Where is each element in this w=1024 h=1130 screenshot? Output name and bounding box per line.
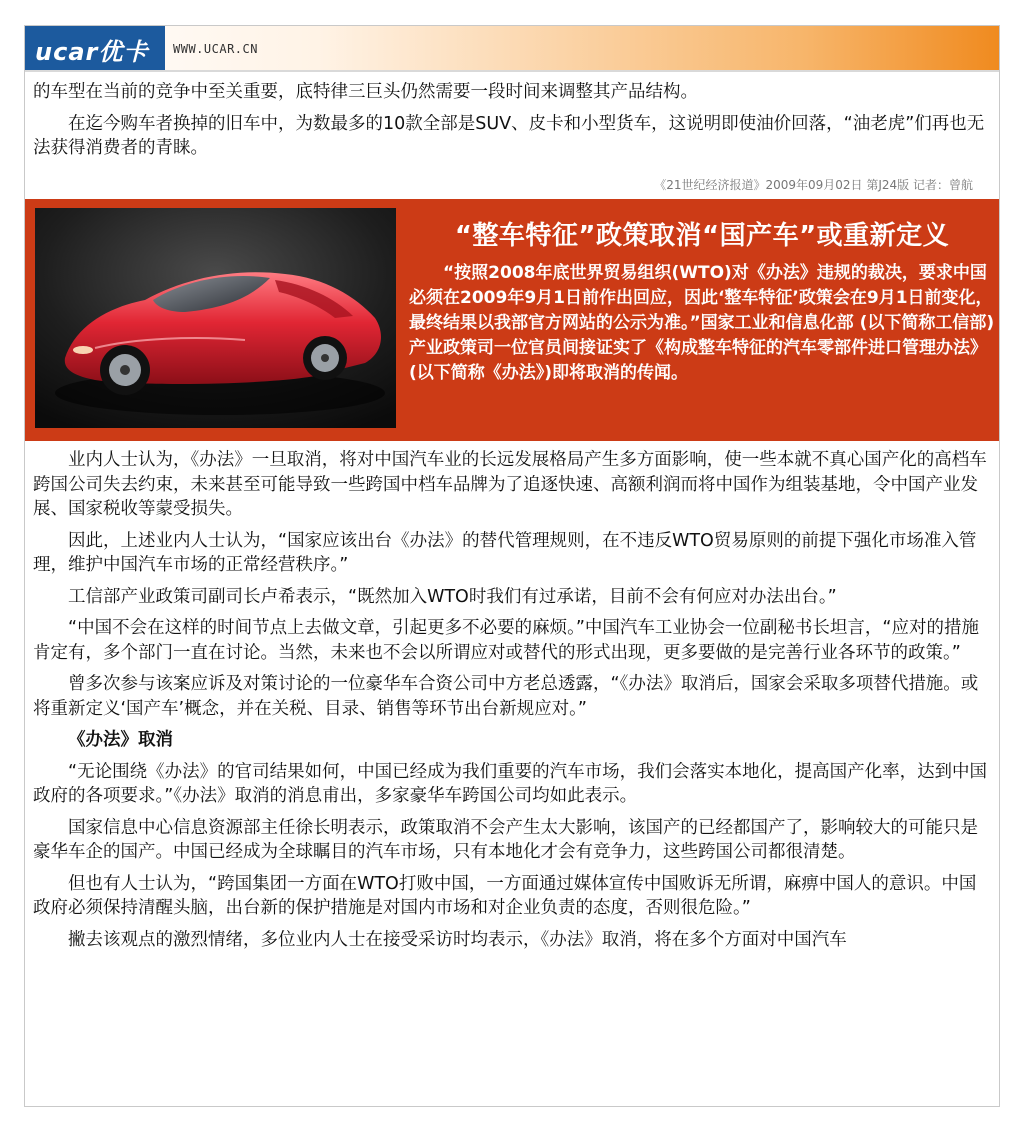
intro-paragraph-1: 的车型在当前的竞争中至关重要，底特律三巨头仍然需要一段时间来调整其产品结构。 <box>33 82 698 102</box>
site-header <box>25 26 1000 70</box>
paragraph-9: 撇去该观点的激烈情绪，多位业内人士在接受采访时均表示，《办法》取消，将在多个方面对中国汽车 <box>68 929 847 950</box>
ucar-logo[interactable] <box>25 26 165 70</box>
feature-text: “按照2008年底世界贸易组织(WTO)对《办法》违规的裁决，要求中国必须在2009年9月1日前作出回应，因此‘整车特征’政策会在9月1日前变化，最终结果以我部官方网站的公示为准。”国家工业和信息化部 (以下简称工信部)产业政策司一位官员间接证实了《构成整车特征的汽车零部件进口管理办法》(以下简称《办法》)即将取消的传闻。 <box>409 263 995 383</box>
header-divider <box>25 70 1000 72</box>
paragraph-6: “无论围绕《办法》的官司结果如何，中国已经成为我们重要的汽车市场，我们会落实本地化，提高国产化率，达到中国政府的各项要求。”《办法》取消的消息甫出，多家豪华车跨国公司均如此表示。 <box>33 761 988 806</box>
section-subhead: 《办法》取消 <box>68 730 173 750</box>
paragraph-2: 因此，上述业内人士认为，“国家应该出台《办法》的替代管理规则，在不违反WTO贸易原则的前提下强化市场准入管理，维护中国汽车市场的正常经营秩序。” <box>33 530 977 575</box>
paragraph-5: 曾多次参与该案应诉及对策讨论的一位豪华车合资公司中方老总透露，“《办法》取消后，国家会采取多项替代措施。或将重新定义‘国产车’概念，并在关税、目录、销售等环节出台新规应对。” <box>33 674 979 719</box>
red-sports-car-image <box>35 208 396 428</box>
paragraph-7: 国家信息中心信息资源部主任徐长明表示，政策取消不会产生太大影响，该国产的已经都国产了，影响较大的可能只是豪华车企的国产。中国已经成为全球瞩目的汽车市场，只有本地化才会有竞争力，这些跨国公司都很清楚。 <box>33 817 978 862</box>
paragraph-1: 业内人士认为，《办法》一旦取消，将对中国汽车业的长远发展格局产生多方面影响，使一些本就不真心国产化的高档车跨国公司失去约束，未来甚至可能导致一些跨国中档车品牌为了追逐快速、高额利润而将中国作为组装基地，令中国产业发展、国家税收等蒙受损失。 <box>33 450 987 519</box>
site-url[interactable]: WWW.UCAR.CN <box>173 42 258 56</box>
intro-paragraph-2: 在迄今购车者换掉的旧车中，为数最多的10款全部是SUV、皮卡和小型货车，这说明即使油价回落，“油老虎”们再也无法获得消费者的青睐。 <box>33 113 985 158</box>
article-page <box>24 25 1000 1107</box>
paragraph-4: “中国不会在这样的时间节点上去做文章，引起更多不必要的麻烦。”中国汽车工业协会一位副秘书长坦言，“应对的措施肯定有，多个部门一直在讨论。当然，未来也不会以所谓应对或替代的形式出现，更多要做的是完善行业各环节的政策。” <box>33 618 979 663</box>
article-body <box>33 448 988 959</box>
paragraph-3: 工信部产业政策司副司长卢希表示，“既然加入WTO时我们有过承诺，目前不会有何应对办法出台。” <box>68 586 837 607</box>
car-photo <box>35 208 396 428</box>
feature-box <box>25 199 1000 441</box>
paragraph-8: 但也有人士认为，“跨国集团一方面在WTO打败中国，一方面通过媒体宣传中国败诉无所谓，麻痹中国人的意识。中国政府必须保持清醒头脑，出台新的保护措施是对国内市场和对企业负责的态度，否则很危险。” <box>33 873 977 918</box>
intro-text <box>33 80 988 168</box>
article-source: 《21世纪经济报道》2009年09月02日 第J24版 记者：曾航 <box>654 178 973 192</box>
logo-text: ucar优卡 <box>35 38 149 66</box>
feature-title: “整车特征”政策取消“国产车”或重新定义 <box>454 221 950 251</box>
